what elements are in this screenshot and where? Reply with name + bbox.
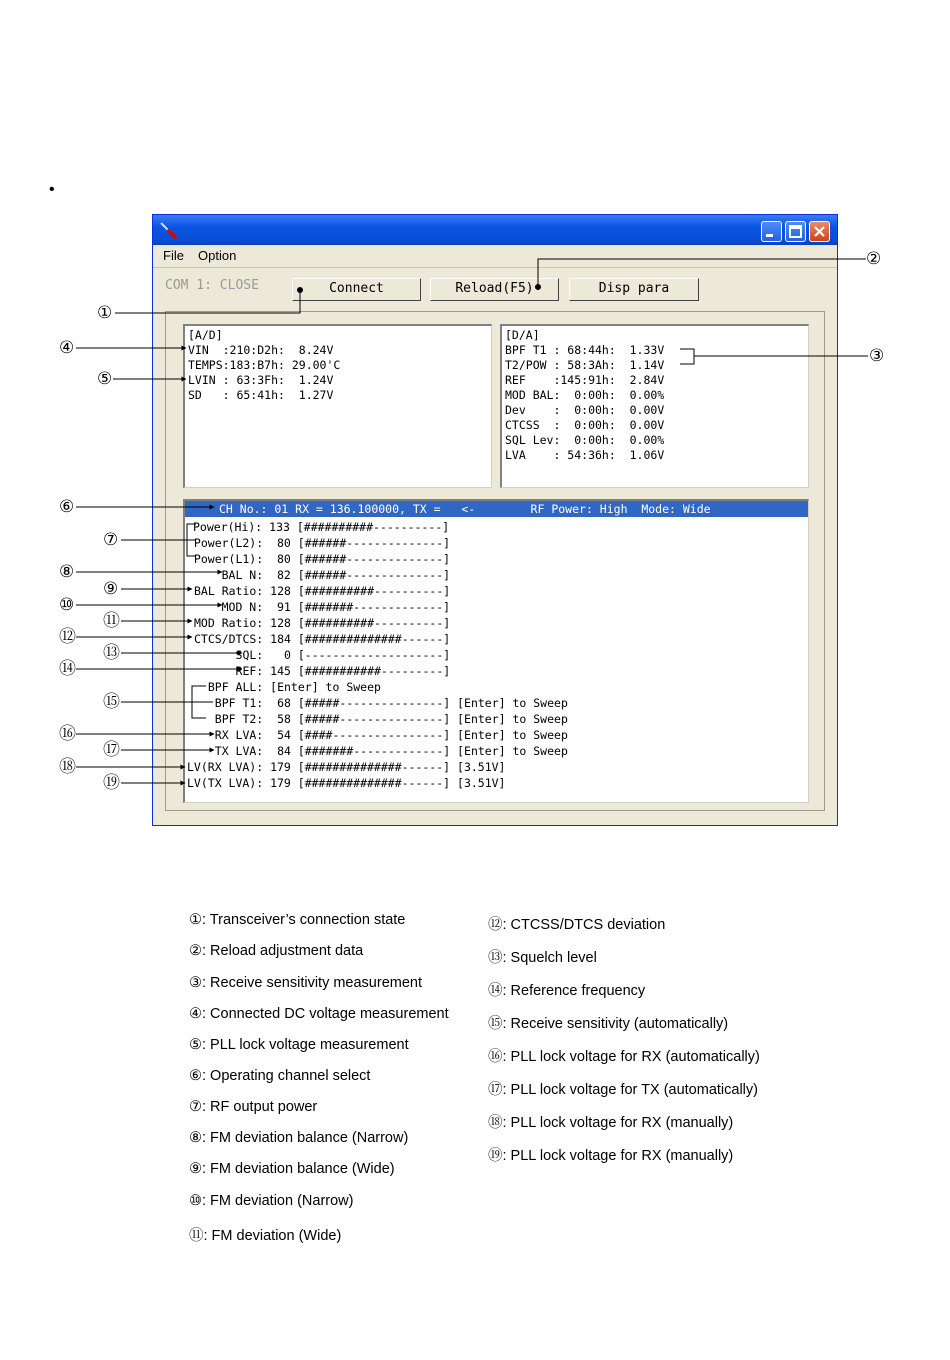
- adjust-row-mod-ratio[interactable]: MOD Ratio: 128 [##########----------]: [194, 616, 451, 630]
- disp-para-button-label: Disp para: [598, 281, 670, 296]
- legend-item: ①: Transceiver’s connection state: [189, 912, 406, 928]
- adjust-row-power-l1[interactable]: Power(L1): 80 [######--------------]: [187, 552, 451, 566]
- callout-5: ⑤: [97, 369, 113, 388]
- da-row: Dev : 0:00h: 0.00V: [505, 403, 665, 417]
- legend-item: ⑫: CTCSS/DTCS deviation: [488, 917, 666, 933]
- da-row: REF :145:91h: 2.84V: [505, 373, 665, 387]
- adjust-row-ref[interactable]: REF: 145 [###########---------]: [194, 664, 451, 678]
- legend-item: ⑯: PLL lock voltage for RX (automatically): [488, 1049, 760, 1065]
- ad-row: SD : 65:41h: 1.27V: [188, 388, 334, 402]
- callout-14: ⑭: [59, 659, 76, 678]
- reload-button-label: Reload(F5): [455, 281, 534, 296]
- callout-11: ⑪: [103, 611, 120, 630]
- callout-9: ⑨: [103, 579, 119, 598]
- legend-item: ⑮: Receive sensitivity (automatically): [488, 1016, 729, 1032]
- da-row: CTCSS : 0:00h: 0.00V: [505, 418, 665, 432]
- ad-panel-header: [A/D]: [188, 328, 223, 342]
- legend-item: ⑰: PLL lock voltage for TX (automatically): [488, 1082, 758, 1098]
- adjust-row-ctcs-dtcs[interactable]: CTCS/DTCS: 184 [##############------]: [194, 632, 451, 646]
- callout-10: ⑩: [59, 595, 75, 614]
- channel-select-text: CH No.: 01 RX = 136.100000, TX = <- RF Power: High Mode: Wide: [219, 502, 711, 516]
- callout-16: ⑯: [59, 724, 76, 743]
- adjust-row-bpf-t1[interactable]: BPF T1: 68 [#####---------------] [Enter] to Sweep: [194, 696, 568, 710]
- callout-17: ⑰: [103, 740, 120, 759]
- legend-item: ⑬: Squelch level: [488, 950, 597, 966]
- adjust-row-power-hi[interactable]: Power(Hi): 133 [##########----------]: [193, 520, 450, 534]
- legend-item: ⑭: Reference frequency: [488, 983, 646, 999]
- adjust-row-lv-tx-lva[interactable]: LV(TX LVA): 179 [##############------] [3.51V]: [187, 776, 506, 790]
- callout-12: ⑫: [59, 627, 76, 646]
- da-row: SQL Lev: 0:00h: 0.00%: [505, 433, 665, 447]
- legend-item: ②: Reload adjustment data: [189, 943, 364, 959]
- callout-19: ⑲: [103, 773, 120, 792]
- legend-item: ⑨: FM deviation balance (Wide): [189, 1161, 395, 1177]
- legend-item: ⑤: PLL lock voltage measurement: [189, 1037, 409, 1053]
- bullet-mark: •: [49, 181, 55, 198]
- callout-1: ①: [97, 303, 113, 322]
- legend-item: ⑱: PLL lock voltage for RX (manually): [488, 1115, 734, 1131]
- legend-item: ⑦: RF output power: [189, 1099, 318, 1115]
- legend-item: ⑪: FM deviation (Wide): [189, 1228, 342, 1244]
- callout-3: ③: [869, 346, 885, 365]
- da-row: BPF T1 : 68:44h: 1.33V: [505, 343, 665, 357]
- adjust-row-sql[interactable]: SQL: 0 [--------------------]: [194, 648, 451, 662]
- legend-item: ⑲: PLL lock voltage for RX (manually): [488, 1148, 734, 1164]
- adjust-row-lv-rx-lva[interactable]: LV(RX LVA): 179 [##############------] [3.51V]: [187, 760, 506, 774]
- adjust-row-power-l2[interactable]: Power(L2): 80 [######--------------]: [187, 536, 451, 550]
- da-row: MOD BAL: 0:00h: 0.00%: [505, 388, 665, 402]
- callout-4: ④: [59, 338, 75, 357]
- adjust-row-bal-n[interactable]: BAL N: 82 [######--------------]: [187, 568, 451, 582]
- adjust-row-tx-lva[interactable]: TX LVA: 84 [#######-------------] [Enter] to Sweep: [194, 744, 568, 758]
- callout-7: ⑦: [103, 530, 119, 549]
- com-status: COM 1: CLOSE: [165, 278, 259, 293]
- da-row: T2/POW : 58:3Ah: 1.14V: [505, 358, 665, 372]
- adjust-row-rx-lva[interactable]: RX LVA: 54 [####----------------] [Enter] to Sweep: [194, 728, 568, 742]
- callout-13: ⑬: [103, 643, 120, 662]
- menu-option[interactable]: Option: [198, 248, 237, 263]
- callout-15: ⑮: [103, 692, 120, 711]
- ad-row: LVIN : 63:3Fh: 1.24V: [188, 373, 334, 387]
- legend-item: ⑧: FM deviation balance (Narrow): [189, 1130, 409, 1146]
- adjust-row-mod-n[interactable]: MOD N: 91 [#######-------------]: [187, 600, 451, 614]
- adjust-row-bal-ratio[interactable]: BAL Ratio: 128 [##########----------]: [194, 584, 451, 598]
- callout-6: ⑥: [59, 497, 75, 516]
- legend-item: ④: Connected DC voltage measurement: [189, 1006, 449, 1022]
- legend-item: ③: Receive sensitivity measurement: [189, 975, 422, 991]
- adjust-row-bpf-t2[interactable]: BPF T2: 58 [#####---------------] [Enter] to Sweep: [194, 712, 568, 726]
- callout-2: ②: [866, 249, 882, 268]
- connect-button-label: Connect: [329, 281, 384, 296]
- adjust-row-bpf-all[interactable]: BPF ALL: [Enter] to Sweep: [194, 680, 381, 694]
- menu-file[interactable]: File: [163, 248, 184, 263]
- callout-18: ⑱: [59, 757, 76, 776]
- legend-item: ⑩: FM deviation (Narrow): [189, 1193, 354, 1209]
- da-panel-header: [D/A]: [505, 328, 540, 342]
- ad-row: VIN :210:D2h: 8.24V: [188, 343, 334, 357]
- ad-row: TEMPS:183:B7h: 29.00'C: [188, 358, 341, 372]
- legend-item: ⑥: Operating channel select: [189, 1068, 371, 1084]
- callout-8: ⑧: [59, 562, 75, 581]
- da-row: LVA : 54:36h: 1.06V: [505, 448, 665, 462]
